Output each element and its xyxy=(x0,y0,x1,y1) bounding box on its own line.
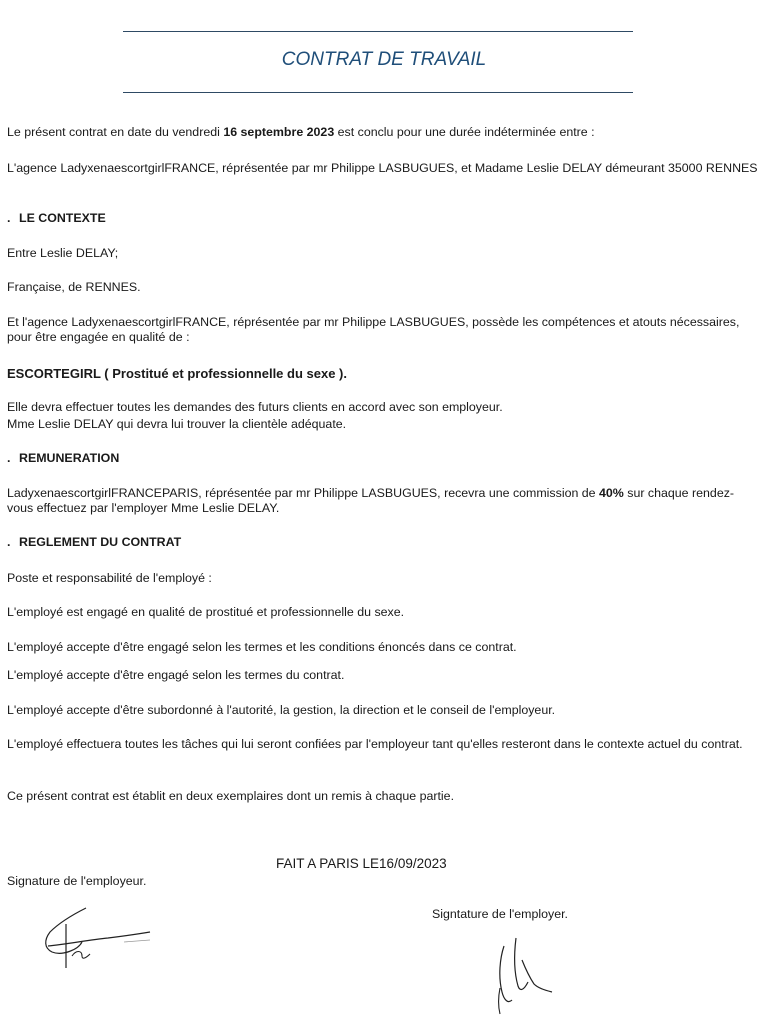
section-heading-label: LE CONTEXTE xyxy=(19,211,106,225)
context-line-1: Entre Leslie DELAY; xyxy=(7,246,119,260)
rule-item: Poste et responsabilité de l'employé : xyxy=(7,571,212,585)
rule-item: L'employé accepte d'être engagé selon les termes du contrat. xyxy=(7,668,345,682)
duty-line-2: Mme Leslie DELAY qui devra lui trouver la clientèle adéquate. xyxy=(7,417,347,431)
section-heading-reglement xyxy=(7,535,759,550)
contract-date: 16 septembre 2023 xyxy=(223,125,335,139)
title-rule-bottom xyxy=(123,92,633,93)
section-marker: . xyxy=(7,211,11,225)
section-marker: . xyxy=(7,535,11,549)
remuneration-pre: LadyxenaescortgirlFRANCEPARIS, réprésentée par mr Philippe LASBUGUES, recevra une commission de xyxy=(7,486,600,500)
intro-post: est conclu pour une durée indéterminée entre : xyxy=(334,125,595,139)
place-and-date: FAIT A PARIS LE16/09/2023 xyxy=(276,856,447,871)
title-rule-top xyxy=(123,31,633,32)
role-title: ESCORTEGIRL ( Prostitué et professionnelle du sexe ). xyxy=(7,366,347,381)
employee-signature-label: Signtature de l'employer. xyxy=(432,907,568,921)
remuneration-paragraph xyxy=(7,486,759,516)
commission-percent: 40% xyxy=(599,486,624,500)
section-heading-label: REMUNERATION xyxy=(19,451,120,465)
context-line-3: Et l'agence LadyxenaescortgirlFRANCE, réprésentée par mr Philippe LASBUGUES, possède les compétences et atouts nécessaires, pour être engagée en qualité de : xyxy=(7,315,740,344)
duty-line-1: Elle devra effectuer toutes les demandes des futurs clients en accord avec son employeur. xyxy=(7,400,503,414)
rule-item: L'employé effectuera toutes les tâches qui lui seront confiées par l'employeur tant qu'elles resteront dans le contexte actuel du contrat. xyxy=(7,737,743,751)
parties-paragraph: L'agence LadyxenaescortgirlFRANCE, réprésentée par mr Philippe LASBUGUES, et Madame Leslie DELAY démeurant 35000 RENNES xyxy=(7,161,758,175)
rule-item: L'employé accepte d'être subordonné à l'autorité, la gestion, la direction et le conseil de l'employeur. xyxy=(7,703,556,717)
intro-paragraph xyxy=(7,125,759,140)
section-heading-label: REGLEMENT DU CONTRAT xyxy=(19,535,182,549)
employer-signature-label: Signature de l'employeur. xyxy=(7,874,147,888)
employer-signature-icon xyxy=(38,902,158,974)
section-heading-remuneration xyxy=(7,451,759,466)
context-line-2: Française, de RENNES. xyxy=(7,280,141,294)
rule-item: Ce présent contrat est établit en deux exemplaires dont un remis à chaque partie. xyxy=(7,789,455,803)
employee-signature-icon xyxy=(486,930,566,1016)
document-title: CONTRAT DE TRAVAIL xyxy=(281,49,487,70)
section-heading-contexte xyxy=(7,211,759,226)
intro-pre: Le présent contrat en date du vendredi xyxy=(7,125,224,139)
rule-item: L'employé est engagé en qualité de prostitué et professionnelle du sexe. xyxy=(7,605,405,619)
remuneration-post: sur chaque rendez-vous effectuez par l'employer Mme Leslie DELAY. xyxy=(7,486,735,515)
section-marker: . xyxy=(7,451,11,465)
rule-item: L'employé accepte d'être engagé selon les termes et les conditions énoncés dans ce contrat. xyxy=(7,640,517,654)
